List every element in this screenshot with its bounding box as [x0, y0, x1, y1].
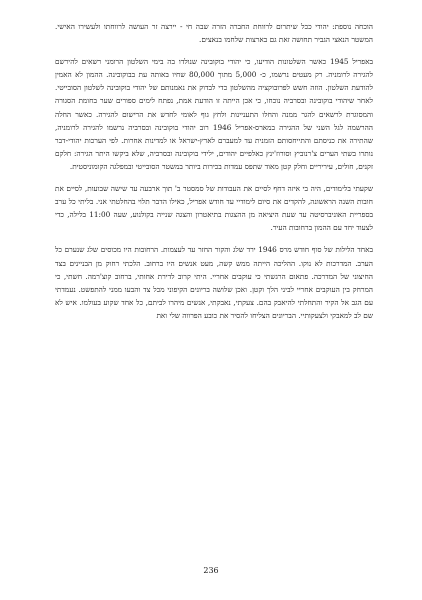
paragraph-4: באחד הלילות של סוף חודש מרס 1946 ירד שלג והקור החזר עד לעצמות. הרחובות היו מכוסים שלג שנערם כל הערב. המדרכות לא נוקו. ההליכה הייתה ממש קשה, מעט אנשים היו ברחוב. הלכתי רחוק מן הבניינים בצד החיצוני של המדרכה. פתאום הרגשתי כי עוקבים אחריי. היתי קרוב לדירת אחותי, ברחוב קוצ'רמה. חשתי, כי המרחק בין העוקבים אחריי לביני הלך וקטן. ואכן שלושה בריונים הקיפוני מכל צד והבעו ממני להתפשט. נעמדתי עם הגב אל הקיר והתחלתי להיאבק בהם. צעקתי, נאבקתי, אנשים מיהרו לביתם, כל אחד שקוע בעולמו. איש לא שם לב למאבקי ולצעקותיי. הבריונים הצליחו להסיר את כובע הפרווה שלי ואת	[55, 245, 374, 320]
paragraph-3: שקעתי בלימודים, היה בי איזה דחף לסיים את העבודות של סמסטר ב' תוך ארבעה עד שישה שבועות, לסיים את חובות השנה הראשונה, להקדים את סיום לימודיי עד חודש אפריל, כאילו הדבר תלוי בהחלטתי אני. בליתי כל ערב בספריית האוניברסיטה עד שעת היציאה מן ההצגות בתיאטרון והצגה שנייה בקולנוע, שעה 11:00 בלילה, כדי לצעוד יחד עם ההמון ברחובות העיר.	[55, 184, 373, 233]
document-page	[55, 20, 373, 331]
paragraph-1: הוכחה נוספת: יהודי ככל שיתרום לרווחת החברה הזרה שבה חי - יירצה זר העושה לרווחתו ולעשירו האישי. המשטר הנאצי הגביר תחושה זאת גם בארצות שלחמו בנאצים.	[55, 22, 373, 45]
page-number: 236	[203, 566, 219, 575]
paragraph-2: באפריל 1945 כאשר השלטונות הודיעו, כי יהודי בוקובינה שנולדו בה בימי השלטון הרומני רשאים להירשם להגירה לרומניה. רק מעטים נרשמו, כ- 5,000 מתוך 80,000 שחיו באותה עת בבוקובינה. ההמון לא האמין להודעת השלטון. הוזה חשש לפרובוקציה מהשלטון כדי לבדוק את נאמנותם של יהודי בוקובינה לשלטון הסובייטי. לאחר שיהודי בוקובינה ובסרביה נוכחו, כי אכן הייתה זו הודעת אמת, נפתח לימים ספורים שער בחומת הסגורה והמסוגרת לרשאים להגר ממנה והחלו התעניינות ולחץ גוף לאומי לחדש את הרישום להגירה. כאשר החלה ההרשמה לגל השני של ההגירה במארס-אפריל 1946 רוב יהודי בוקובינה ובסרביה נרשמו להגירה לרומניה, שהתירה את כניסתם והתייחסותם הזמנית עד למעברם לארץ-ישראל או למדינות אחרות. לפי הערכות יהודי-דבר נותרו בשתי הערים צ'רנוביץ וסורוז'ינץ כאלפיים יהודים, ילידי בוקובינה ובסרביה, שלא ביקשו היתר הגירה: חלקם זקנים, חולים, עיריריים וחלק קטן מאוד שתפס עמדות בכירות ביותר במשטר הסובייטי ובמפלגה הקומוניסטית.	[55, 57, 374, 171]
